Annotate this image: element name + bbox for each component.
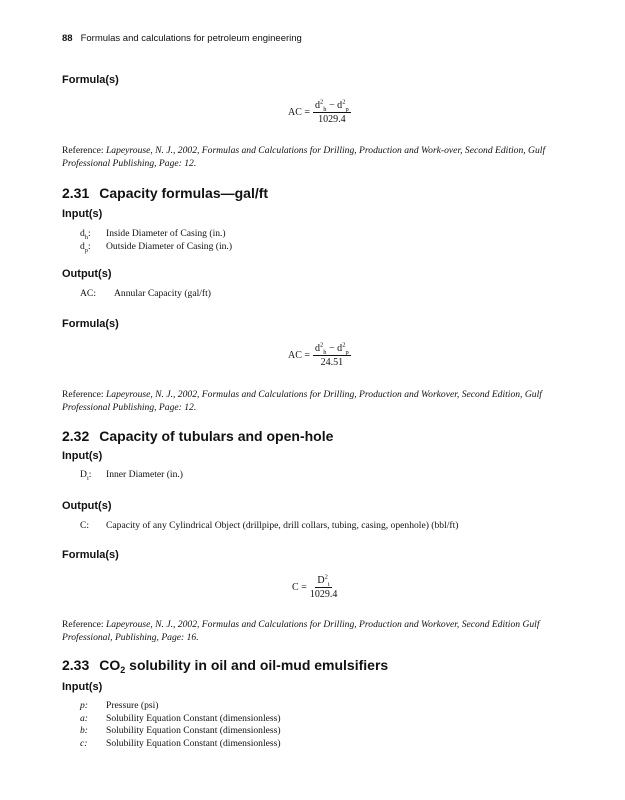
variable-symbol: p: [80,700,88,711]
section-title: Capacity formulas—gal/ft [99,185,269,201]
variable-symbol: C: [80,520,90,531]
reference-citation: Lapeyrouse, N. J., 2002, Formulas and Calculations for Drilling, Production and Workover, Second Edition Gulf Professional, Publishing, Page: 16. [62,619,540,643]
variable-description: Pressure (psi) [106,700,159,711]
reference-label: Reference: [62,389,104,400]
formula-numerator: $d^2_h - d^2_p$ [315,341,349,356]
formula-annular-capacity-gal: AC = $\frac{d^2_h - d^2_p}{24.51}$ [288,341,349,368]
section-title-prefix: CO [99,657,121,673]
formula-fraction [310,575,338,600]
formula-annular-capacity-bbl: AC = $\frac{d^2_h - d^2_p}{1029.4}$ [288,98,349,125]
formula-denominator: 24.51 [320,357,344,368]
reference [62,618,572,644]
input-list [80,469,183,482]
formula-lhs: AC [288,107,302,118]
output-list [80,288,211,301]
formula-numerator: $d^2_h - d^2_p$ [315,98,349,113]
section-title: Capacity of tubulars and open-hole [99,428,334,444]
variable-description: Outside Diameter of Casing (in.) [106,240,233,252]
variable-symbol: $d_p$: [80,240,91,254]
variable-description: Capacity of any Cylindrical Object (drillpipe, drill collars, tubing, casing, openhole) (bbl/ft) [106,520,459,531]
list-item [80,725,281,738]
variable-symbol: $D_i$: [80,469,92,482]
reference-label: Reference: [62,145,104,156]
reference [62,144,572,170]
list-item [80,738,281,751]
section-heading [62,657,388,673]
section-number: 2.31 [62,185,90,201]
input-list [80,228,232,253]
formula-heading: Formula(s) [62,549,119,561]
formula-numerator: $D^2_i$ [317,573,330,588]
section-number: 2.33 [62,657,90,673]
input-heading: Input(s) [62,208,103,220]
variable-description: Solubility Equation Constant (dimensionless) [106,725,281,736]
reference-label: Reference: [62,619,104,630]
formula-fraction [313,343,351,368]
variable-description: Solubility Equation Constant (dimensionless) [106,712,281,724]
variable-symbol: a: [80,712,88,724]
input-heading: Input(s) [62,681,103,693]
page-number: 88 [62,33,73,44]
running-header [62,33,302,44]
output-list [80,520,458,533]
list-item [80,713,281,726]
variable-description: Inner Diameter (in.) [106,469,183,480]
formula-lhs: C [292,582,299,593]
reference [62,388,572,414]
running-title: Formulas and calculations for petroleum engineering [80,33,302,44]
formula-fraction [313,100,351,125]
variable-symbol: b: [80,725,88,736]
list-item [80,520,458,533]
variable-symbol: $d_h$: [80,228,91,241]
formula-denominator: 1029.4 [309,589,338,600]
list-item [80,288,211,301]
output-heading: Output(s) [62,500,112,512]
variable-symbol: c: [80,737,88,749]
formula-tubular-capacity: C = $\frac{D^2_i}{1029.4}$ [292,573,338,600]
section-number: 2.32 [62,428,90,444]
list-item [80,241,232,254]
list-item [80,469,183,482]
formula-lhs: AC [288,350,302,361]
reference-citation: Lapeyrouse, N. J., 2002, Formulas and Calculations for Drilling, Production and Work-over, Second Edition, Gulf Professional Publishing, Page: 12. [62,145,546,169]
formula-denominator: 1029.4 [318,114,346,125]
variable-description: Inside Diameter of Casing (in.) [106,228,226,239]
formula-heading: Formula(s) [62,318,119,330]
formula-heading: Formula(s) [62,74,119,86]
list-item [80,700,281,713]
variable-description: Annular Capacity (gal/ft) [114,288,211,299]
section-heading [62,185,268,201]
variable-symbol: AC: [80,288,96,299]
output-heading: Output(s) [62,268,112,280]
input-list [80,700,281,750]
reference-citation: Lapeyrouse, N. J., 2002, Formulas and Calculations for Drilling, Production and Workover, Second Edition, Gulf Professional Publishing, Page: 12. [62,389,542,413]
section-title-suffix: solubility in oil and oil-mud emulsifiers [129,657,389,673]
input-heading: Input(s) [62,450,103,462]
list-item [80,228,232,241]
section-heading [62,428,333,444]
section-title-subscript: 2 [120,665,126,675]
variable-description: Solubility Equation Constant (dimensionless) [106,737,281,749]
